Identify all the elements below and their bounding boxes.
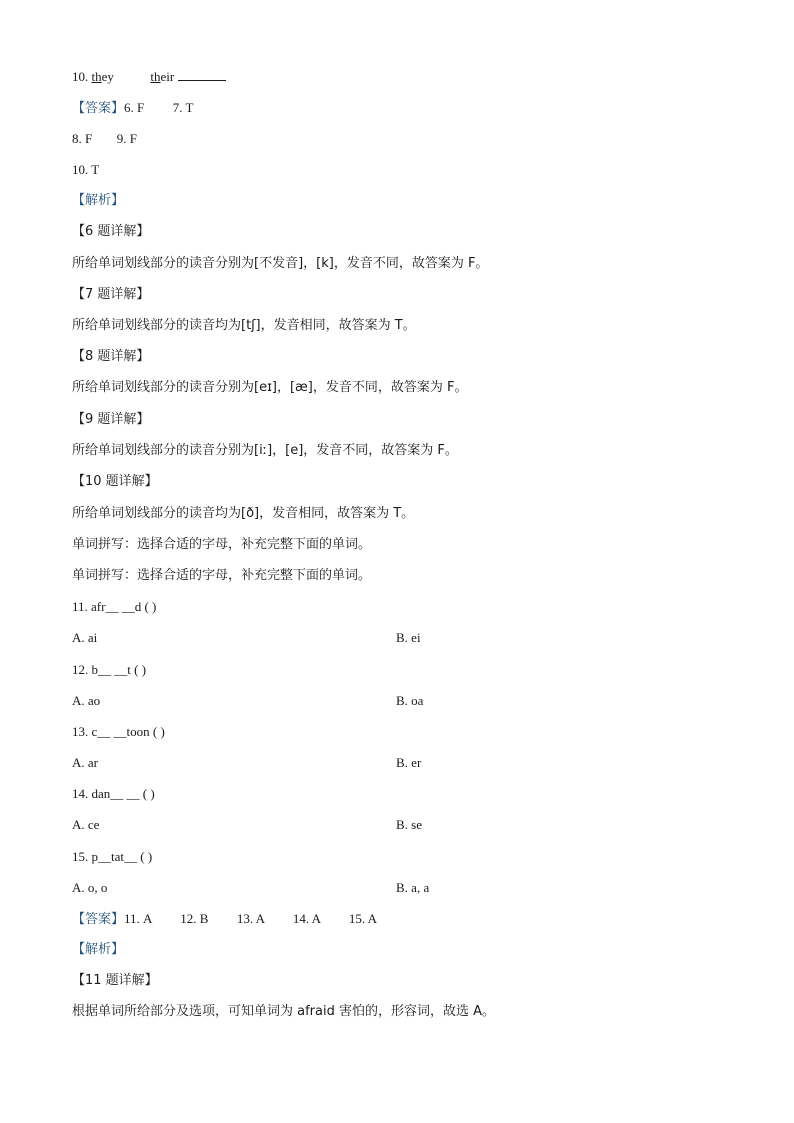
answer-line-1 xyxy=(72,100,193,117)
question-11: 11. afr__ __d ( ) xyxy=(72,599,157,614)
detail-body: 所给单词划线部分的读音分别为[eɪ]，[æ]，发音不同，故答案为 F。 xyxy=(72,380,468,395)
underlined-letters: th xyxy=(150,69,161,84)
answer-item: 13. A xyxy=(236,911,265,926)
detail-head: 【10 题详解】 xyxy=(72,474,158,489)
answer-item: 11. A xyxy=(124,911,152,926)
answer-item: 10. T xyxy=(72,162,100,177)
option-b[interactable]: B. ei xyxy=(396,630,421,645)
answer-item: 14. A xyxy=(292,911,321,926)
detail-head: 【6 题详解】 xyxy=(72,224,150,239)
option-a[interactable]: A. ao xyxy=(72,693,101,708)
answer-line-2 xyxy=(72,131,137,147)
answer-line-3 xyxy=(72,162,99,178)
option-a[interactable]: A. ar xyxy=(72,755,98,770)
detail-body: 所给单词划线部分的读音均为[ð]，发音相同，故答案为 T。 xyxy=(72,506,415,521)
question-13: 13. c__ __toon ( ) xyxy=(72,724,165,739)
answer-item: 9. F xyxy=(116,131,137,146)
option-b[interactable]: B. oa xyxy=(396,693,424,708)
word-rest: ey xyxy=(101,69,114,84)
analysis-tag: 【解析】 xyxy=(72,942,125,957)
detail-head: 【11 题详解】 xyxy=(72,973,158,988)
option-a[interactable]: A. ce xyxy=(72,817,100,832)
detail-body: 所给单词划线部分的读音分别为[不发音]，[k]，发音不同，故答案为 F。 xyxy=(72,256,489,271)
answer-item: 8. F xyxy=(72,131,93,146)
question-15: 15. p__tat__ ( ) xyxy=(72,849,153,864)
option-a[interactable]: A. ai xyxy=(72,630,98,645)
analysis-tag: 【解析】 xyxy=(72,193,125,208)
answer-item: 7. T xyxy=(172,100,194,115)
question-number: 10. xyxy=(72,69,89,84)
option-a[interactable]: A. o, o xyxy=(72,880,108,895)
answer-tag: 【答案】 xyxy=(72,101,125,116)
answer-tag: 【答案】 xyxy=(72,912,125,927)
detail-head: 【7 题详解】 xyxy=(72,287,150,302)
section-title: 单词拼写：选择合适的字母，补充完整下面的单词。 xyxy=(72,568,372,583)
option-b[interactable]: B. er xyxy=(396,755,422,770)
answer-line-4 xyxy=(72,911,377,928)
question-14: 14. dan__ __ ( ) xyxy=(72,786,155,801)
question-12: 12. b__ __t ( ) xyxy=(72,662,147,677)
detail-body: 所给单词划线部分的读音均为[tʃ]，发音相同，故答案为 T。 xyxy=(72,318,416,333)
option-b[interactable]: B. se xyxy=(396,817,422,832)
detail-head: 【9 题详解】 xyxy=(72,412,150,427)
question-10 xyxy=(72,69,226,85)
detail-body: 所给单词划线部分的读音分别为[iː]，[e]，发音不同，故答案为 F。 xyxy=(72,443,458,458)
answer-item: 15. A xyxy=(348,911,377,926)
detail-body: 根据单词所给部分及选项，可知单词为 afraid 害怕的，形容词，故选 A。 xyxy=(72,1004,496,1019)
detail-head: 【8 题详解】 xyxy=(72,349,150,364)
underlined-letters: th xyxy=(91,69,102,84)
answer-blank[interactable] xyxy=(178,69,226,81)
section-title: 单词拼写：选择合适的字母，补充完整下面的单词。 xyxy=(72,537,372,552)
answer-item: 12. B xyxy=(180,911,209,926)
option-b[interactable]: B. a, a xyxy=(396,880,430,895)
answer-item: 6. F xyxy=(124,100,145,115)
word-rest: eir xyxy=(160,69,175,84)
